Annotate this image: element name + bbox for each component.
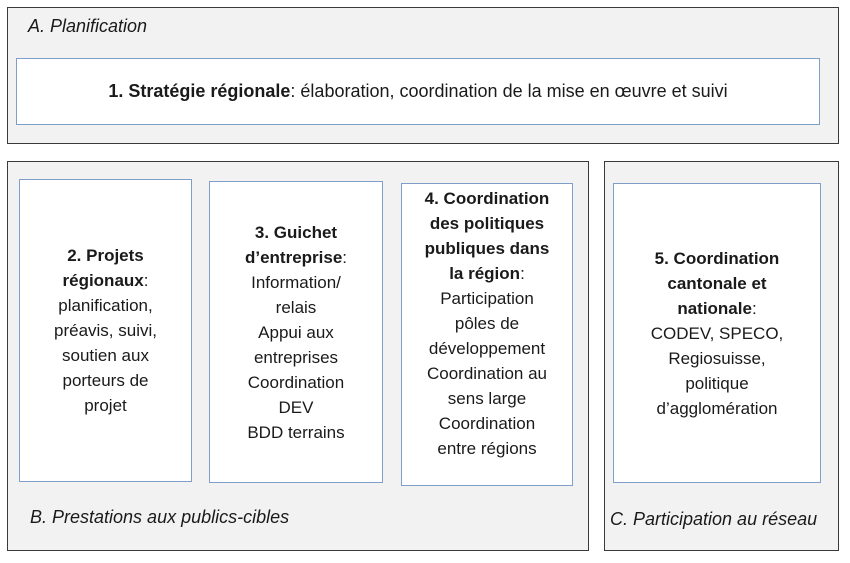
card-title-text: publiques dans xyxy=(424,239,550,258)
card-coordination-cantonale xyxy=(613,183,821,483)
card-body-line: projet xyxy=(84,396,127,415)
card-title-text: 5. Coordination xyxy=(654,248,780,268)
card-title-suffix: : xyxy=(520,264,525,283)
card-title-text: 4. Coordination xyxy=(424,189,550,208)
card-5-content xyxy=(645,246,790,421)
section-label-a: A. Planification xyxy=(28,16,148,36)
card-body-line: d’agglomération xyxy=(656,398,778,418)
section-label-b: B. Prestations aux publics-cibles xyxy=(30,507,290,527)
card-title-text: la région xyxy=(449,264,521,283)
card-title-line xyxy=(245,220,347,245)
card-body-line: développement xyxy=(428,339,546,358)
card-body-line: DEV xyxy=(278,397,314,417)
card-4-content xyxy=(419,184,556,461)
card-body-line: relais xyxy=(275,297,317,317)
card-body-line: Participation xyxy=(440,289,534,308)
card-3-content xyxy=(239,220,353,445)
card-title-line xyxy=(54,268,157,293)
card-title-line xyxy=(651,246,784,271)
card-title-line xyxy=(651,271,784,296)
card-body-line: BDD terrains xyxy=(247,422,345,442)
card-body-line: entreprises xyxy=(253,347,339,367)
card-title-line xyxy=(425,211,550,236)
card-title-line xyxy=(425,186,550,211)
card-body-line: porteurs de xyxy=(62,371,149,390)
card-body-line: planification, xyxy=(58,296,153,315)
card-strategie-regionale xyxy=(16,58,820,125)
card-body-line: pôles de xyxy=(454,314,520,333)
card-body-line: préavis, suivi, xyxy=(54,321,157,340)
card-title-suffix: : xyxy=(751,298,757,318)
card-coordination-politiques xyxy=(401,183,573,486)
card-body-line: CODEV, SPECO, xyxy=(650,323,784,343)
section-label-c: C. Participation au réseau xyxy=(610,509,818,529)
card-title-text: d’entreprise xyxy=(244,247,343,267)
card-title-text: régionaux xyxy=(62,271,144,290)
card-body-line: Coordination xyxy=(438,414,536,433)
card-body-line: Regiosuisse, xyxy=(668,348,766,368)
card-body-line: sens large xyxy=(447,389,527,408)
card-body-line: politique xyxy=(685,373,749,393)
card-title-line xyxy=(651,296,784,321)
card-title-text: des politiques xyxy=(429,214,545,233)
card-title-text: cantonale et xyxy=(667,273,767,293)
card-title-text: 3. Guichet xyxy=(254,222,338,242)
card-title-line xyxy=(425,261,550,286)
card-body-line: Coordination xyxy=(247,372,345,392)
card-body-line: Information/ xyxy=(251,272,341,292)
card-guichet-entreprise xyxy=(209,181,383,483)
card-body-line: Coordination au xyxy=(426,364,548,383)
card-title-line xyxy=(425,236,550,261)
card-projets-regionaux xyxy=(19,179,192,482)
card-title-line xyxy=(54,243,157,268)
card-title-text: nationale xyxy=(677,298,752,318)
card-title-text: 2. Projets xyxy=(67,246,144,265)
card-2-content xyxy=(48,243,163,418)
card-title-line xyxy=(245,245,347,270)
card-1-text: : élaboration, coordination de la mise en œuvre et suivi xyxy=(290,81,728,101)
card-1-title: 1. Stratégie régionale xyxy=(108,81,291,101)
card-body-line: soutien aux xyxy=(62,346,149,365)
card-body-line: entre régions xyxy=(437,439,537,458)
card-body-line: Appui aux xyxy=(258,322,334,342)
card-title-suffix: : xyxy=(143,271,149,290)
card-title-suffix: : xyxy=(342,247,348,267)
